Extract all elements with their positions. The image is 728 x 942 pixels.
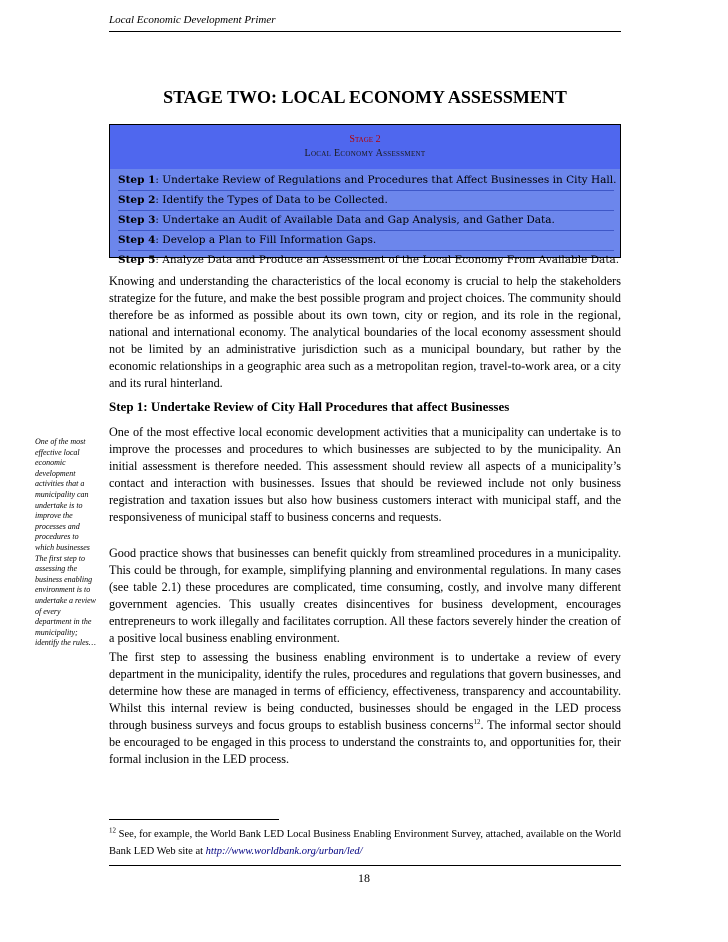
stage-label: Stage 2 xyxy=(349,134,381,145)
stage-step xyxy=(118,211,614,231)
stage-step xyxy=(118,231,614,251)
stage-step xyxy=(118,171,617,191)
body-paragraph: One of the most effective local economic development activities that a municipality can undertake is to improve the processes and procedures to which businesses are subjected to by the municipality. An initial assessment is therefore needed. This assessment should review all aspects of a municipality’s contact and interaction with businesses. Issues that should be reviewed include not only business registration and taxation issues but also how business customers interact with municipal staff, and the responsiveness of municipal staff to business concerns and requests. xyxy=(109,425,621,524)
footnote-reference[interactable]: 12 xyxy=(473,717,481,726)
step-label: Step 1 xyxy=(118,174,156,186)
paragraph-text: The first step to assessing the business enabling environment is to undertake a review of every department in the municipality, identify the rules, procedures and regulations that govern businesses, and determine how these are managed in terms of efficiency, effectiveness, transparency and accountability. Whilst this internal review is being conducted, businesses should be engaged in the LED process through business surveys and focus groups to establish business concerns xyxy=(109,650,621,732)
step-label: Step 3 xyxy=(118,214,156,226)
intro-paragraph: Knowing and understanding the characteristics of the local economy is crucial to help the stakeholders strategize for the future, and make the best possible program and project choices. The community should therefore be as informed as possible about its own town, city or region, and its role in the regional, national and international economy. The analytical boundaries of the local economy assessment should not be limited by an administrative jurisdiction such as a municipal boundary, but rather by the economic relationships in a geographic area such as a metropolitan region, travel-to-work area, or a city and its rural hinterland. xyxy=(109,274,621,390)
step-text: : Undertake an Audit of Available Data and Gap Analysis, and Gather Data. xyxy=(155,214,555,226)
running-header: Local Economic Development Primer xyxy=(109,14,276,26)
header-rule xyxy=(109,31,621,32)
stage-steps-list xyxy=(118,171,620,270)
body-paragraph xyxy=(109,649,621,768)
footer-rule xyxy=(109,865,621,866)
step1-heading: Step 1: Undertake Review of City Hall Procedures that affect Businesses xyxy=(109,399,510,414)
body-paragraph: Good practice shows that businesses can benefit quickly from streamlined procedures in a municipality. This could be through, for example, simplifying planning and environmental regulations. In many cases (see table 2.1) these procedures are complicated, time consuming, costly, and involve many different government agencies. This usually creates disincentives for business development, encourages entrepreneurs to work illegally and facilitates corruption. All these factors severely hinder the creation of a positive local business enabling environment. xyxy=(109,546,621,645)
stage-step xyxy=(118,251,620,270)
step-label: Step 2 xyxy=(118,194,156,206)
step-text: : Develop a Plan to Fill Information Gaps. xyxy=(155,234,377,246)
page-number: 18 xyxy=(358,871,370,885)
footnote-rule xyxy=(109,819,279,820)
page-title: STAGE TWO: LOCAL ECONOMY ASSESSMENT xyxy=(163,87,567,107)
step-text: : Undertake Review of Regulations and Procedures that Affect Businesses in City Hall. xyxy=(155,174,617,186)
stage-box-header xyxy=(110,125,620,169)
step-label: Step 4 xyxy=(118,234,156,246)
stage-summary-box xyxy=(109,124,621,266)
step-text: : Identify the Types of Data to be Collected. xyxy=(155,194,388,206)
footnote xyxy=(109,826,621,860)
margin-note: One of the most effective local economic development activities that a municipality can undertake is to improve the processes and procedures to which businesses The first step to assessing the business enabling environment is to undertake a review of every department in the municipality; identify the rules… xyxy=(35,437,97,648)
step-text: : Analyze Data and Produce an Assessment of the Local Economy From Available Data. xyxy=(155,254,620,266)
stage-subtitle: Local Economy Assessment xyxy=(304,148,426,159)
footnote-link[interactable]: http://www.worldbank.org/urban/led/ xyxy=(205,846,363,857)
footnote-number: 12 xyxy=(109,826,116,835)
paragraph-text: . The informal sector should be encouraged to be engaged in this process to understand the constraints to, and opportunities for, their formal inclusion in the LED process. xyxy=(109,718,621,766)
stage-step xyxy=(118,191,614,211)
footnote-text: See, for example, the World Bank LED Local Business Enabling Environment Survey, attached, available on the World Bank LED Web site at xyxy=(109,829,621,857)
step-label: Step 5 xyxy=(118,254,156,266)
